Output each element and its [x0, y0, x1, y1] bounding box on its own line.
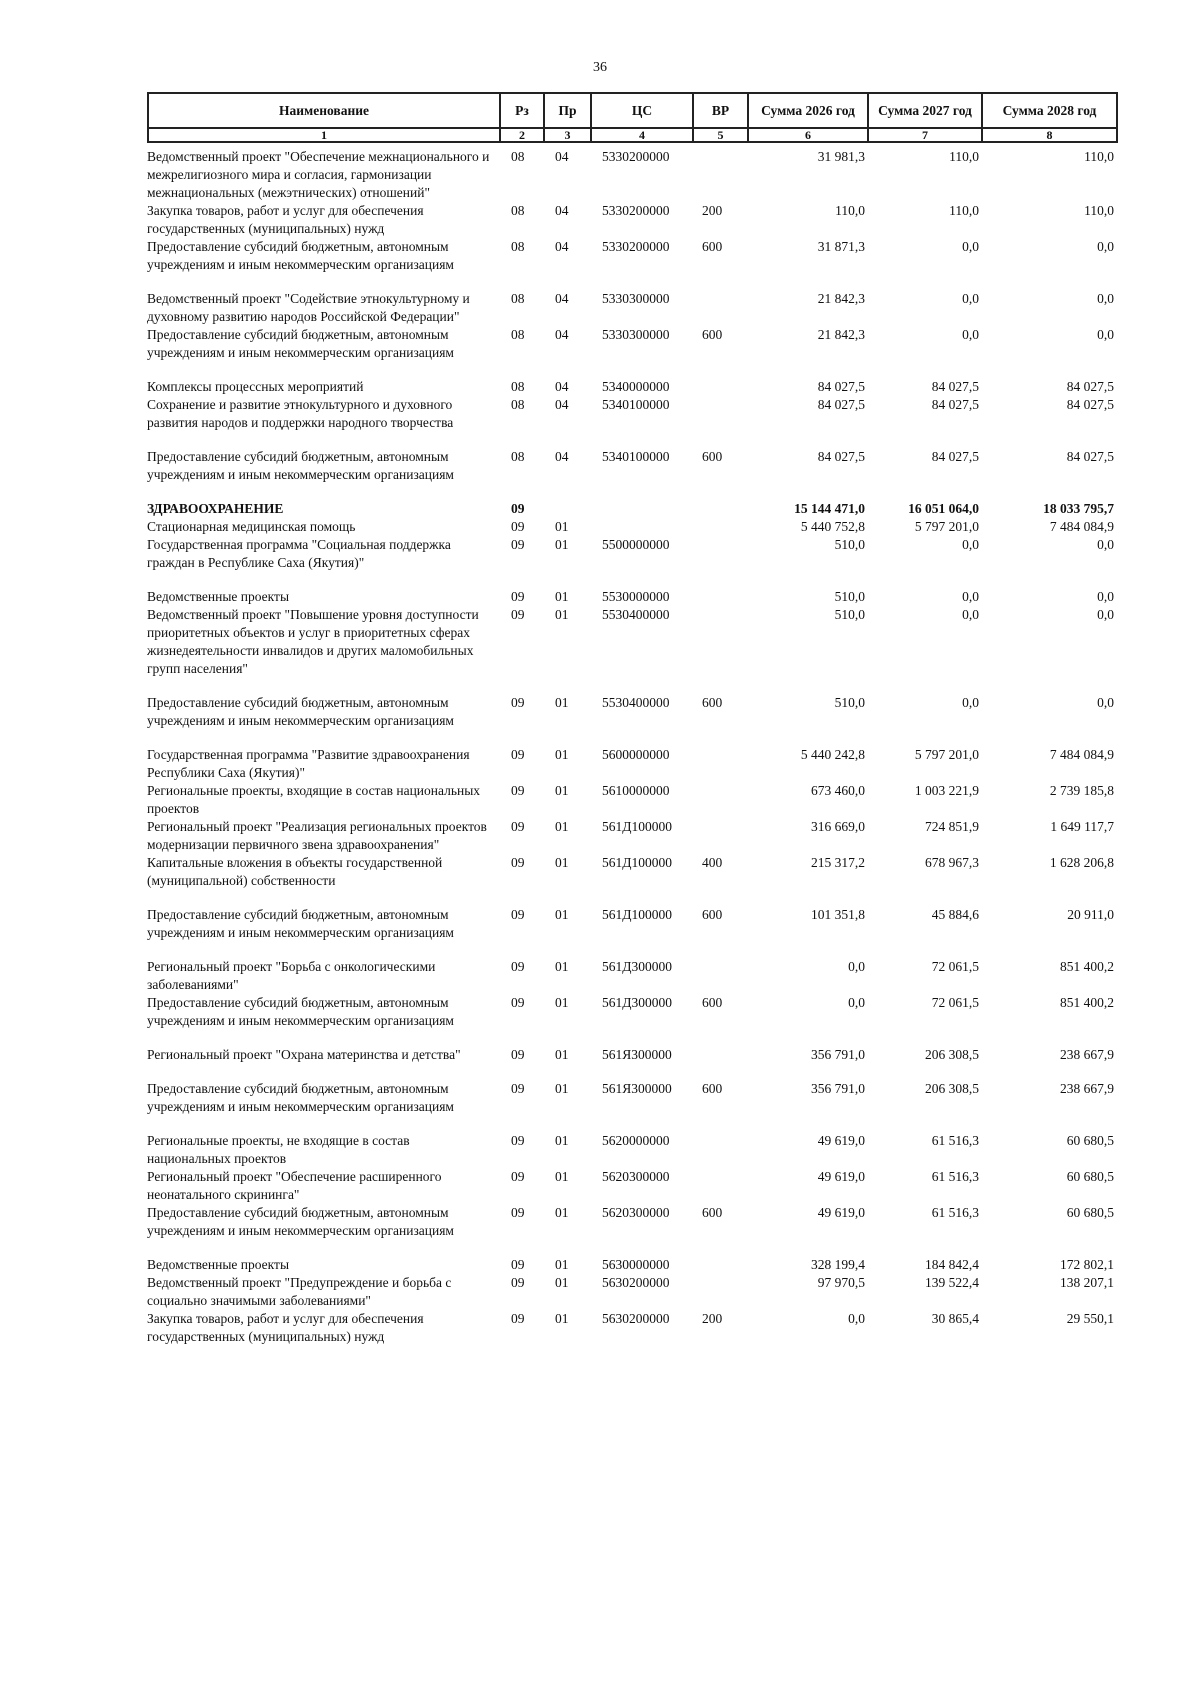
row-sum-2027: 0,0 — [962, 291, 979, 306]
row-sum-2028: 20 911,0 — [1067, 907, 1114, 922]
row-rz: 08 — [511, 379, 525, 394]
row-cs: 5600000000 — [602, 747, 670, 762]
row-sum-2026: 0,0 — [848, 1311, 865, 1326]
row-name: Закупка товаров, работ и услуг для обеспечения государственных (муниципальных) нужд — [147, 203, 424, 236]
row-rz: 09 — [511, 907, 525, 922]
row-sum-2028: 1 628 206,8 — [1049, 855, 1114, 870]
row-rz: 09 — [511, 1169, 525, 1184]
row-rz: 08 — [511, 327, 525, 342]
row-sum-2026: 49 619,0 — [817, 1133, 865, 1148]
row-sum-2027: 678 967,3 — [925, 855, 979, 870]
row-sum-2028: 238 667,9 — [1060, 1081, 1114, 1096]
row-pr: 01 — [555, 855, 569, 870]
row-vr — [692, 958, 747, 994]
row-name: Предоставление субсидий бюджетным, автономным учреждениям и иным некоммерческим организациям — [147, 1081, 454, 1114]
row-name: Региональный проект "Борьба с онкологическими заболеваниями" — [147, 959, 436, 992]
row-cs: 5330300000 — [602, 291, 670, 306]
row-vr — [692, 290, 747, 326]
row-sum-2026: 97 970,5 — [817, 1275, 865, 1290]
row-cs: 561Д100000 — [602, 907, 672, 922]
table-row — [147, 1204, 1116, 1240]
table-row — [147, 746, 1116, 782]
row-rz: 09 — [511, 519, 525, 534]
row-sum-2026: 84 027,5 — [817, 379, 865, 394]
row-rz: 08 — [511, 239, 525, 254]
row-sum-2027: 206 308,5 — [925, 1047, 979, 1062]
row-rz: 09 — [511, 1081, 525, 1096]
row-vr: 600 — [702, 327, 723, 342]
row-sum-2026: 673 460,0 — [811, 783, 865, 798]
row-spacer — [147, 362, 1116, 378]
row-rz: 09 — [511, 1311, 525, 1326]
row-sum-2026: 5 440 752,8 — [800, 519, 865, 534]
table-row — [147, 906, 1116, 942]
header-num-2: 2 — [500, 128, 544, 142]
row-vr — [692, 818, 747, 854]
row-name: Региональные проекты, не входящие в состав национальных проектов — [147, 1133, 410, 1166]
row-name: Предоставление субсидий бюджетным, автономным учреждениям и иным некоммерческим организациям — [147, 695, 454, 728]
row-pr: 04 — [555, 397, 569, 412]
row-name: Стационарная медицинская помощь — [147, 519, 356, 534]
row-cs: 5330200000 — [602, 239, 670, 254]
row-vr: 400 — [702, 855, 723, 870]
row-spacer — [147, 890, 1116, 906]
row-name: Региональный проект "Охрана материнства и детства" — [147, 1047, 461, 1062]
row-vr: 600 — [702, 907, 723, 922]
row-pr — [543, 500, 590, 518]
row-sum-2028: 238 667,9 — [1060, 1047, 1114, 1062]
row-name: Региональные проекты, входящие в состав национальных проектов — [147, 783, 481, 816]
row-vr — [692, 1168, 747, 1204]
row-vr — [692, 518, 747, 536]
table-row — [147, 202, 1116, 238]
row-vr — [692, 782, 747, 818]
row-sum-2026: 84 027,5 — [817, 397, 865, 412]
row-rz: 09 — [511, 855, 525, 870]
row-sum-2026: 49 619,0 — [817, 1169, 865, 1184]
row-sum-2028: 172 802,1 — [1060, 1257, 1114, 1272]
row-sum-2028: 0,0 — [1097, 537, 1114, 552]
row-spacer — [147, 1116, 1116, 1132]
row-sum-2026: 510,0 — [834, 537, 865, 552]
row-vr — [692, 148, 747, 202]
row-sum-2028: 0,0 — [1097, 607, 1114, 622]
row-sum-2028: 0,0 — [1097, 589, 1114, 604]
header-pr: Пр — [544, 93, 591, 128]
row-sum-2027: 45 884,6 — [931, 907, 979, 922]
table-row — [147, 448, 1116, 484]
row-cs: 5620000000 — [602, 1133, 670, 1148]
row-spacer — [147, 1240, 1116, 1256]
row-rz: 09 — [511, 607, 525, 622]
row-cs: 561Д100000 — [602, 819, 672, 834]
row-sum-2026: 5 440 242,8 — [800, 747, 865, 762]
row-rz: 09 — [511, 783, 525, 798]
row-sum-2027: 1 003 221,9 — [914, 783, 979, 798]
page-number: 36 — [593, 60, 607, 75]
row-vr: 600 — [702, 1081, 723, 1096]
row-sum-2028: 29 550,1 — [1066, 1311, 1114, 1326]
row-vr: 600 — [702, 239, 723, 254]
row-sum-2028: 0,0 — [1097, 327, 1114, 342]
row-name: Ведомственный проект "Повышение уровня доступности приоритетных объектов и услуг в приоритетных сферах жизнедеятельности инвалидов и других маломобильных групп населения" — [147, 607, 479, 676]
table-row — [147, 994, 1116, 1030]
row-rz: 09 — [511, 959, 525, 974]
row-vr — [692, 1132, 747, 1168]
row-spacer — [147, 730, 1116, 746]
table-row — [147, 588, 1116, 606]
row-cs — [590, 500, 692, 518]
header-cs: ЦС — [591, 93, 693, 128]
row-sum-2027: 72 061,5 — [931, 959, 979, 974]
row-sum-2026: 49 619,0 — [817, 1205, 865, 1220]
row-cs: 5530400000 — [602, 695, 670, 710]
table-row — [147, 500, 1116, 518]
row-spacer — [147, 678, 1116, 694]
row-sum-2027: 139 522,4 — [925, 1275, 979, 1290]
row-sum-2026: 21 842,3 — [817, 291, 865, 306]
row-cs: 561Д300000 — [602, 995, 672, 1010]
row-cs: 5630200000 — [602, 1311, 670, 1326]
row-vr — [692, 536, 747, 572]
row-cs: 5620300000 — [602, 1205, 670, 1220]
row-sum-2028: 60 680,5 — [1066, 1169, 1114, 1184]
row-vr — [692, 500, 747, 518]
row-cs: 561Я300000 — [602, 1081, 672, 1096]
budget-table — [147, 148, 1116, 1346]
row-vr — [692, 1256, 747, 1274]
row-name: Предоставление субсидий бюджетным, автономным учреждениям и иным некоммерческим организациям — [147, 239, 454, 272]
row-sum-2027: 84 027,5 — [931, 449, 979, 464]
row-sum-2026: 510,0 — [834, 607, 865, 622]
row-cs: 5330300000 — [602, 327, 670, 342]
row-sum-2026: 215 317,2 — [811, 855, 865, 870]
row-cs: 5330200000 — [602, 203, 670, 218]
row-sum-2027: 206 308,5 — [925, 1081, 979, 1096]
row-rz: 08 — [511, 449, 525, 464]
row-cs: 5630200000 — [602, 1275, 670, 1290]
row-rz: 09 — [511, 819, 525, 834]
header-vr: ВР — [693, 93, 748, 128]
row-name: Ведомственный проект "Содействие этнокультурному и духовному развитию народов Российской Федерации" — [147, 291, 470, 324]
table-row — [147, 238, 1116, 274]
row-vr — [692, 746, 747, 782]
row-sum-2027: 0,0 — [962, 327, 979, 342]
table-row — [147, 958, 1116, 994]
header-num-6: 6 — [748, 128, 868, 142]
row-sum-2027: 5 797 201,0 — [914, 519, 979, 534]
row-vr: 600 — [702, 695, 723, 710]
header-num-7: 7 — [868, 128, 982, 142]
row-rz: 08 — [511, 149, 525, 164]
row-cs: 5340100000 — [602, 449, 670, 464]
row-sum-2028: 851 400,2 — [1060, 959, 1114, 974]
row-cs: 5610000000 — [602, 783, 670, 798]
row-sum-2028: 110,0 — [1084, 203, 1114, 218]
row-sum-2028: 7 484 084,9 — [1049, 747, 1114, 762]
row-pr: 01 — [555, 783, 569, 798]
row-sum-2028: 84 027,5 — [1066, 397, 1114, 412]
row-vr: 600 — [702, 1205, 723, 1220]
row-cs: 561Я300000 — [602, 1047, 672, 1062]
row-sum-2028: 2 739 185,8 — [1049, 783, 1114, 798]
row-vr — [692, 396, 747, 432]
row-pr: 04 — [555, 203, 569, 218]
row-rz: 08 — [511, 397, 525, 412]
row-name: Ведомственные проекты — [147, 589, 290, 604]
table-row — [147, 818, 1116, 854]
row-sum-2027: 0,0 — [962, 537, 979, 552]
row-rz: 09 — [511, 1257, 525, 1272]
row-name: Ведомственный проект "Обеспечение межнационального и межрелигиозного мира и согласия, гармонизации межнациональных (межэтнических) отношений" — [147, 149, 490, 200]
table-header — [147, 92, 1118, 143]
row-cs: 5530400000 — [602, 607, 670, 622]
row-name: Региональный проект "Реализация региональных проектов модернизации первичного звена здравоохранения" — [147, 819, 487, 852]
row-sum-2026: 0,0 — [848, 995, 865, 1010]
row-sum-2026: 0,0 — [848, 959, 865, 974]
row-vr: 600 — [702, 995, 723, 1010]
row-pr: 01 — [555, 1205, 569, 1220]
row-pr: 01 — [555, 1169, 569, 1184]
row-cs: 5500000000 — [602, 537, 670, 552]
row-sum-2026: 328 199,4 — [811, 1257, 865, 1272]
row-sum-2026: 84 027,5 — [817, 449, 865, 464]
row-pr: 04 — [555, 239, 569, 254]
row-name: Региональный проект "Обеспечение расширенного неонатального скрининга" — [147, 1169, 442, 1202]
row-sum-2028: 0,0 — [1097, 291, 1114, 306]
row-sum-2027: 61 516,3 — [931, 1169, 979, 1184]
row-pr: 01 — [555, 519, 569, 534]
row-sum-2028: 60 680,5 — [1066, 1205, 1114, 1220]
row-cs — [590, 518, 692, 536]
row-sum-2026: 356 791,0 — [811, 1081, 865, 1096]
row-sum-2026: 510,0 — [834, 695, 865, 710]
row-spacer — [147, 1064, 1116, 1080]
row-vr — [692, 606, 747, 678]
row-spacer — [147, 942, 1116, 958]
table-row — [147, 1310, 1116, 1346]
table-row — [147, 1080, 1116, 1116]
table-row — [147, 1168, 1116, 1204]
row-sum-2028: 1 649 117,7 — [1050, 819, 1114, 834]
row-cs: 5340100000 — [602, 397, 670, 412]
row-sum-2027: 724 851,9 — [925, 819, 979, 834]
row-sum-2026: 31 981,3 — [817, 149, 865, 164]
row-rz: 08 — [511, 203, 525, 218]
row-pr: 01 — [555, 695, 569, 710]
row-sum-2026: 110,0 — [835, 203, 865, 218]
row-cs: 5340000000 — [602, 379, 670, 394]
row-sum-2028: 18 033 795,7 — [1043, 501, 1114, 516]
row-vr: 200 — [702, 203, 723, 218]
row-vr — [692, 588, 747, 606]
header-name: Наименование — [148, 93, 500, 128]
row-pr: 01 — [555, 537, 569, 552]
row-rz: 09 — [511, 501, 525, 516]
row-pr: 01 — [555, 959, 569, 974]
table-row — [147, 148, 1116, 202]
row-sum-2028: 138 207,1 — [1060, 1275, 1114, 1290]
row-rz: 09 — [511, 589, 525, 604]
header-sum-2028: Сумма 2028 год — [982, 93, 1117, 128]
row-sum-2027: 110,0 — [949, 149, 979, 164]
row-sum-2026: 356 791,0 — [811, 1047, 865, 1062]
row-pr: 01 — [555, 589, 569, 604]
row-spacer — [147, 274, 1116, 290]
row-vr — [692, 1274, 747, 1310]
row-vr — [692, 1046, 747, 1064]
header-num-1: 1 — [148, 128, 500, 142]
row-sum-2027: 30 865,4 — [931, 1311, 979, 1326]
row-pr: 04 — [555, 149, 569, 164]
row-sum-2026: 21 842,3 — [817, 327, 865, 342]
row-sum-2028: 851 400,2 — [1060, 995, 1114, 1010]
row-sum-2028: 0,0 — [1097, 695, 1114, 710]
row-sum-2027: 16 051 064,0 — [908, 501, 979, 516]
row-rz: 09 — [511, 747, 525, 762]
table-row — [147, 694, 1116, 730]
row-rz: 09 — [511, 1133, 525, 1148]
table-row — [147, 378, 1116, 396]
header-num-8: 8 — [982, 128, 1117, 142]
row-sum-2027: 184 842,4 — [925, 1257, 979, 1272]
row-sum-2027: 72 061,5 — [931, 995, 979, 1010]
row-sum-2028: 84 027,5 — [1066, 449, 1114, 464]
row-pr: 04 — [555, 449, 569, 464]
row-sum-2028: 110,0 — [1084, 149, 1114, 164]
row-sum-2027: 0,0 — [962, 695, 979, 710]
table-row — [147, 326, 1116, 362]
row-name: Предоставление субсидий бюджетным, автономным учреждениям и иным некоммерческим организациям — [147, 327, 454, 360]
row-sum-2027: 61 516,3 — [931, 1133, 979, 1148]
row-name: Предоставление субсидий бюджетным, автономным учреждениям и иным некоммерческим организациям — [147, 907, 454, 940]
row-cs: 5620300000 — [602, 1169, 670, 1184]
row-rz: 09 — [511, 1275, 525, 1290]
row-sum-2027: 0,0 — [962, 589, 979, 604]
row-name: Закупка товаров, работ и услуг для обеспечения государственных (муниципальных) нужд — [147, 1311, 424, 1344]
row-cs: 561Д100000 — [602, 855, 672, 870]
header-num-3: 3 — [544, 128, 591, 142]
row-name: Предоставление субсидий бюджетным, автономным учреждениям и иным некоммерческим организациям — [147, 449, 454, 482]
row-name: Ведомственный проект "Предупреждение и борьба с социально значимыми заболеваниями" — [147, 1275, 452, 1308]
row-name: Государственная программа "Социальная поддержка граждан в Республике Саха (Якутия)" — [147, 537, 451, 570]
table-row — [147, 1274, 1116, 1310]
row-pr: 04 — [555, 291, 569, 306]
header-rz: Рз — [500, 93, 544, 128]
table-row — [147, 518, 1116, 536]
row-pr: 01 — [555, 1047, 569, 1062]
row-name: Предоставление субсидий бюджетным, автономным учреждениям и иным некоммерческим организациям — [147, 995, 454, 1028]
row-sum-2026: 101 351,8 — [811, 907, 865, 922]
table-row — [147, 396, 1116, 432]
table-row — [147, 1046, 1116, 1064]
row-sum-2028: 60 680,5 — [1066, 1133, 1114, 1148]
row-name: Предоставление субсидий бюджетным, автономным учреждениям и иным некоммерческим организациям — [147, 1205, 454, 1238]
row-cs: 5530000000 — [602, 589, 670, 604]
row-cs: 5630000000 — [602, 1257, 670, 1272]
row-sum-2027: 110,0 — [949, 203, 979, 218]
row-sum-2027: 84 027,5 — [931, 379, 979, 394]
row-sum-2026: 510,0 — [834, 589, 865, 604]
row-spacer — [147, 1030, 1116, 1046]
table-row — [147, 606, 1116, 678]
row-sum-2027: 84 027,5 — [931, 397, 979, 412]
row-rz: 08 — [511, 291, 525, 306]
row-sum-2027: 0,0 — [962, 239, 979, 254]
header-num-5: 5 — [693, 128, 748, 142]
row-spacer — [147, 484, 1116, 500]
row-sum-2027: 61 516,3 — [931, 1205, 979, 1220]
row-pr: 01 — [555, 1311, 569, 1326]
row-name: Ведомственные проекты — [147, 1257, 290, 1272]
row-pr: 04 — [555, 327, 569, 342]
row-spacer — [147, 572, 1116, 588]
row-rz: 09 — [511, 1205, 525, 1220]
table-row — [147, 1132, 1116, 1168]
row-pr: 01 — [555, 747, 569, 762]
row-sum-2026: 316 669,0 — [811, 819, 865, 834]
table-row — [147, 1256, 1116, 1274]
table-row — [147, 536, 1116, 572]
row-name: Комплексы процессных мероприятий — [147, 379, 364, 394]
row-cs: 5330200000 — [602, 149, 670, 164]
row-sum-2026: 31 871,3 — [817, 239, 865, 254]
header-sum-2027: Сумма 2027 год — [868, 93, 982, 128]
row-cs: 561Д300000 — [602, 959, 672, 974]
row-sum-2027: 5 797 201,0 — [914, 747, 979, 762]
row-pr: 01 — [555, 1081, 569, 1096]
row-pr: 01 — [555, 1257, 569, 1272]
row-name: Государственная программа "Развитие здравоохранения Республики Саха (Якутия)" — [147, 747, 470, 780]
row-name: ЗДРАВООХРАНЕНИЕ — [147, 501, 284, 516]
row-name: Капитальные вложения в объекты государственной (муниципальной) собственности — [147, 855, 443, 888]
row-vr: 600 — [702, 449, 723, 464]
row-pr: 01 — [555, 995, 569, 1010]
row-rz: 09 — [511, 695, 525, 710]
table-row — [147, 782, 1116, 818]
header-num-4: 4 — [591, 128, 693, 142]
row-sum-2028: 0,0 — [1097, 239, 1114, 254]
header-sum-2026: Сумма 2026 год — [748, 93, 868, 128]
row-name: Сохранение и развитие этнокультурного и духовного развития народов и поддержки народного творчества — [147, 397, 454, 430]
row-pr: 01 — [555, 907, 569, 922]
row-pr: 01 — [555, 1133, 569, 1148]
row-rz: 09 — [511, 1047, 525, 1062]
row-pr: 01 — [555, 607, 569, 622]
row-pr: 01 — [555, 819, 569, 834]
row-vr: 200 — [702, 1311, 723, 1326]
row-sum-2028: 7 484 084,9 — [1049, 519, 1114, 534]
table-row — [147, 290, 1116, 326]
row-pr: 01 — [555, 1275, 569, 1290]
row-sum-2027: 0,0 — [962, 607, 979, 622]
row-pr: 04 — [555, 379, 569, 394]
row-rz: 09 — [511, 537, 525, 552]
row-sum-2026: 15 144 471,0 — [794, 501, 865, 516]
row-sum-2028: 84 027,5 — [1066, 379, 1114, 394]
row-vr — [692, 378, 747, 396]
row-rz: 09 — [511, 995, 525, 1010]
row-spacer — [147, 432, 1116, 448]
table-row — [147, 854, 1116, 890]
